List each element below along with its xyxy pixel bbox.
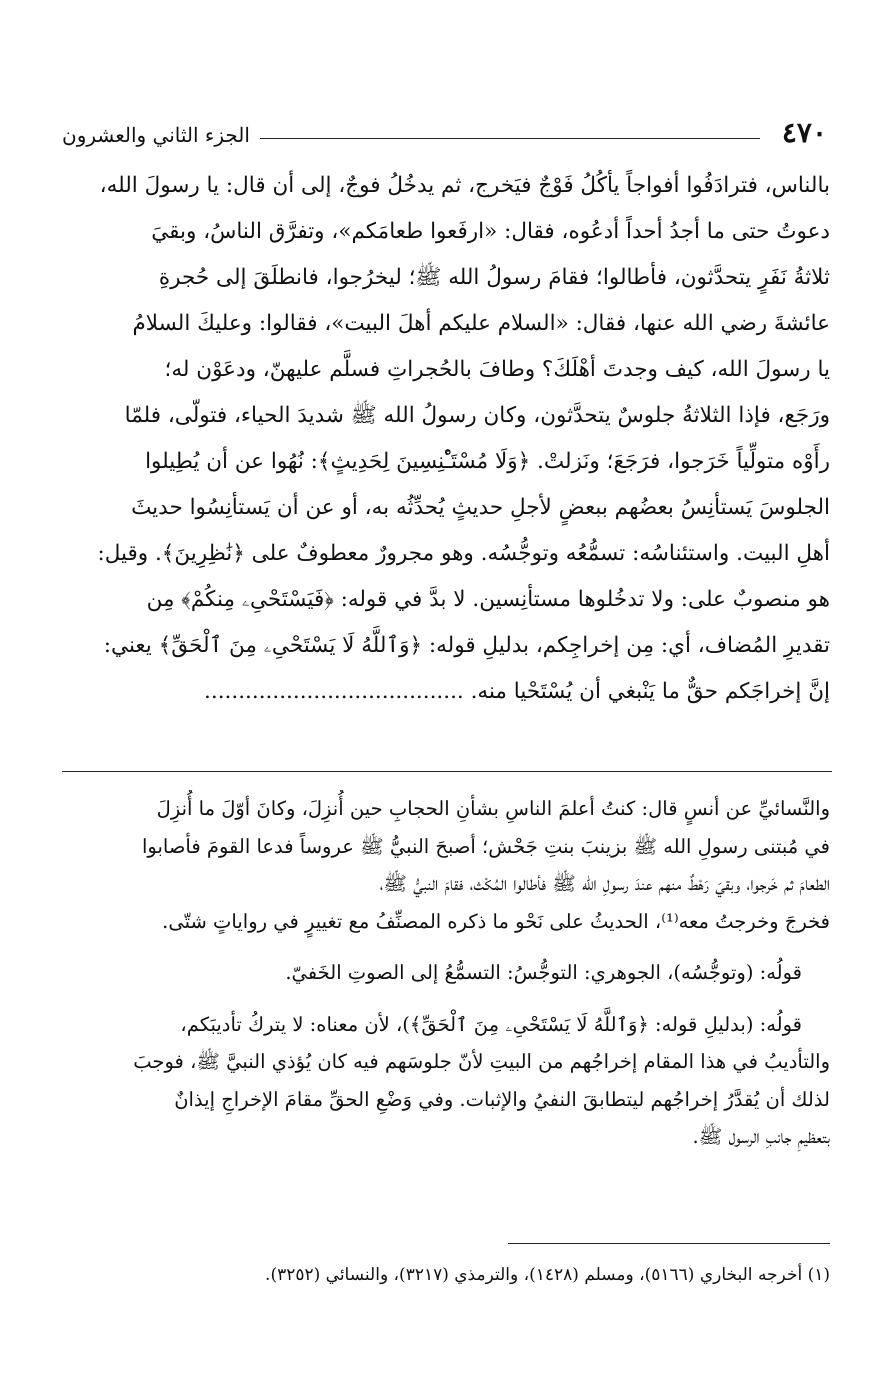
commentary-paragraph xyxy=(80,954,830,992)
commentary-line: فخرجَ وخرجتُ معه⁽¹⁾، الحديثُ على نَحْو ما ذكره المصنِّفُ مع تغييرٍ في رواياتٍ شتّى. xyxy=(162,909,830,933)
commentary-line: والنَّسائيِّ عن أنسٍ قال: كنتُ أعلمَ الناسِ بشأنِ الحجابِ حين أُنزِلَ، وكانَ أوّلَ ما أُنزِلَ xyxy=(156,797,830,820)
commentary-line: بتعظيمِ جانبِ الرسول ﷺ. xyxy=(692,1125,830,1148)
main-text-line: يا رسولَ الله، كيف وجدتَ أهْلَكَ؟ وطافَ بالحُجراتِ فسلَّم عليهنّ، ودعَوْن له؛ xyxy=(164,357,830,382)
running-title: الجزء الثاني والعشرون xyxy=(62,123,250,147)
commentary-line: الطعامَ ثم خَرجوا، وبقيَ رَهْطٌ منهم عندَ رسولِ الله ﷺ فأطالوا المُكْث، فقامَ النبيُّ ﷺ، xyxy=(379,872,830,895)
commentary-paragraph xyxy=(80,790,830,940)
commentary-line: قولُه: (وتوجُّسُه)، الجوهري: التوجُّسُ: التسمُّعُ إلى الصوتِ الخَفيّ. xyxy=(285,961,802,984)
main-text-line: ورَجَع، فإذا الثلاثةُ جلوسٌ يتحدَّثون، وكان رسولُ الله ﷺ شديدَ الحياء، فتولّى، فلمّا xyxy=(124,403,830,428)
commentary xyxy=(80,790,830,1170)
section-divider xyxy=(62,771,832,772)
header-rule xyxy=(260,138,760,139)
main-text-line: هو منصوبٌ على: ولا تدخُلوها مستأنِسين. لا بدَّ في قوله: ﴿فَيَسْتَحْىِۦ مِنكُمْ﴾ مِن xyxy=(146,587,830,612)
main-text-line: إنَّ إخراجَكم حقٌّ ما يَنْبغي أن يُسْتَحْيا منه. ...................................... xyxy=(204,679,830,704)
main-text-line: رأَوْه متولِّياً خَرَجوا، فرَجَعَ؛ ونَزلتْ. ﴿وَلَا مُسْتَـْٔنِسِينَ لِحَدِيثٍ﴾: نُهُوا عن أن يُطِيلوا xyxy=(145,449,830,474)
main-text-line: بالناس، فترادَفُوا أفواجاً يأكُلُ فَوْجٌ فيَخرج، ثم يدخُلُ فوجٌ، إلى أن قال: يا رسولَ الله، xyxy=(99,173,830,198)
main-text-line: عائشةَ رضي الله عنها، فقال: «السلام عليكم أهلَ البيت»، فقالوا: وعليكَ السلامُ xyxy=(132,311,830,336)
page-header xyxy=(62,112,827,148)
main-text-line: تقديرِ المُضاف، أي: مِن إخراجِكم، بدليلِ قوله: ﴿وَٱللَّهُ لَا يَسْتَحْىِۦ مِنَ ٱلْحَقِّ﴾ يعني: xyxy=(103,633,830,658)
commentary-line: قولُه: (بدليلِ قوله: ﴿وَٱللَّهُ لَا يَسْتَحْىِۦ مِنَ ٱلْحَقِّ﴾)، لأن معناه: لا يتركُ تأديبَكم، xyxy=(180,1012,802,1036)
main-text-line: دعوتُ حتى ما أجدُ أحداً أدعُوه، فقال: «ارفَعوا طعامَكم»، وتفرَّق الناسُ، وبقيَ xyxy=(151,219,830,244)
main-text-line: ثلاثةُ نَفَرٍ يتحدَّثون، فأطالوا؛ فقامَ رسولُ الله ﷺ؛ ليخرُجوا، فانطلَقَ إلى حُجرةِ xyxy=(158,265,830,290)
main-text-line: الجلوسَ يَستأنِسُ بعضُهم ببعضٍ لأجلِ حديثٍ يُحدِّثُه به، أو عن أن يَستأنِسُوا حديثَ xyxy=(131,495,830,520)
main-text-line: أهلِ البيت. واستئناسُه: تسمُّعُه وتوجُّسُه. وهو مجرورٌ معطوفٌ على ﴿نَٰظِرِينَ﴾. وقيل: xyxy=(97,541,830,566)
footnote-rule xyxy=(508,1243,830,1244)
commentary-line: لذلك أن يُقدَّرُ إخراجُهم ليتطابقَ النفيُ والإثبات. وفي وَضْعِ الحقِّ مقامَ الإخراجِ إيذانٌ xyxy=(174,1087,830,1111)
page-number: ٤٧٠ xyxy=(781,116,827,149)
footnote: (١) أخرجه البخاري (٥١٦٦)، ومسلم (١٤٢٨)، والترمذي (٣٢١٧)، والنسائي (٣٢٥٢). xyxy=(265,1265,830,1285)
commentary-line: والتأديبُ في هذا المقام إخراجُهم من البيتِ لأنّ جلوسَهم فيه كان يُؤذي النبيَّ ﷺ، فوجبَ xyxy=(133,1050,830,1073)
commentary-line: في مُبتنى رسولِ الله ﷺ بزينبَ بنتِ جَحْش؛ أصبحَ النبيُّ ﷺ عروساً فدعا القومَ فأصابوا xyxy=(142,834,830,858)
main-text xyxy=(80,163,830,715)
commentary-paragraph xyxy=(80,1006,830,1156)
